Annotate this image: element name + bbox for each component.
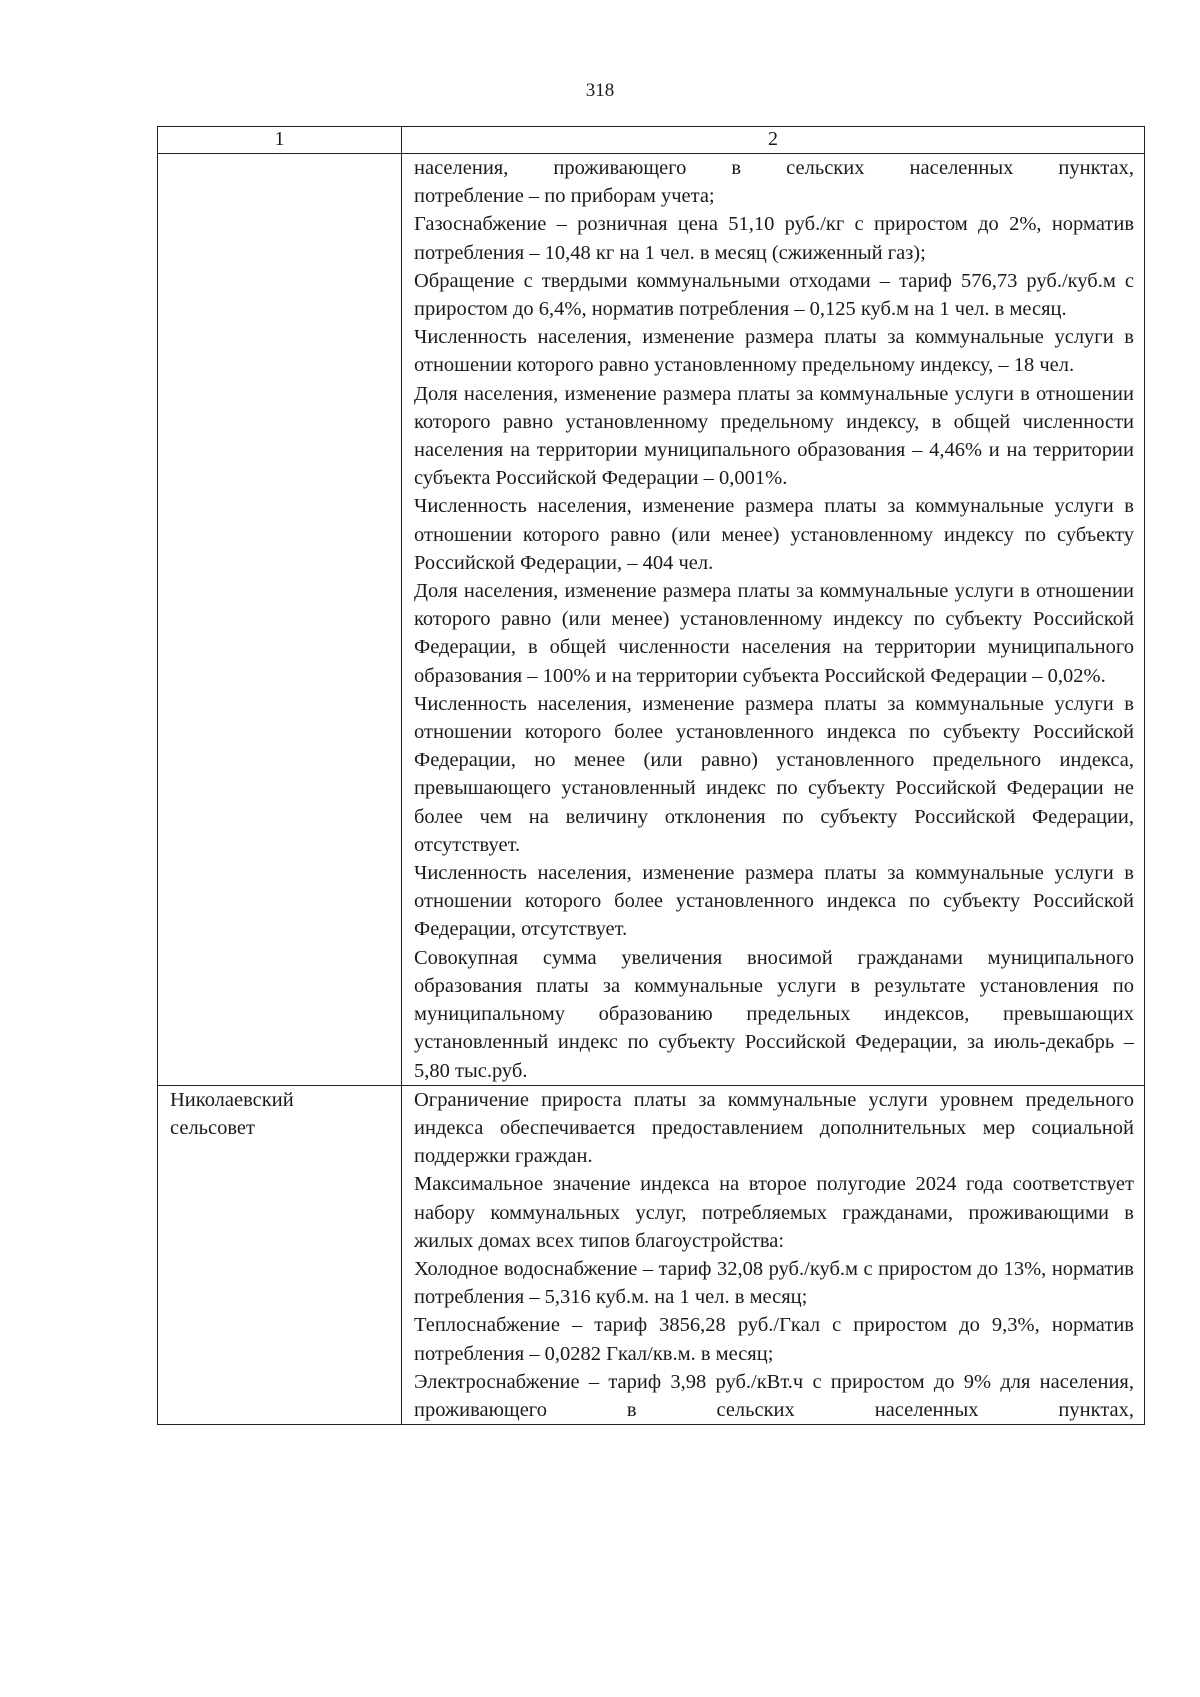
paragraph: Обращение с твердыми коммунальными отходами – тариф 576,73 руб./куб.м с приростом до 6,4%, норматив потребления – 0,125 куб.м на 1 чел. в месяц. <box>414 269 1134 321</box>
description-cell <box>402 154 1145 1086</box>
page-number: 318 <box>585 80 615 101</box>
municipality-name-line: Николаевский <box>170 1088 294 1111</box>
municipality-cell <box>158 1085 402 1424</box>
description-cell <box>402 1085 1145 1424</box>
continued-line: населения, проживающего в сельских населенных пунктах, <box>414 157 1134 179</box>
table-header-row <box>158 127 1145 154</box>
paragraph: Доля населения, изменение размера платы за коммунальные услуги в отношении которого равно установленному предельному индексу, в общей численности населения на территории муниципального образования – 4,46% и на территории субъекта Российской Федерации – 0,001%. <box>414 382 1134 490</box>
paragraph: Максимальное значение индекса на второе полугодие 2024 года соответствует набору коммунальных услуг, потребляемых гражданами, проживающими в жилых домах всех типов благоустройства: <box>414 1173 1134 1252</box>
paragraph: Численность населения, изменение размера платы за коммунальные услуги в отношении которого равно (или менее) установленному индексу по субъекту Российской Федерации, – 404 чел. <box>414 495 1134 574</box>
paragraph: Ограничение прироста платы за коммунальные услуги уровнем предельного индекса обеспечивается предоставлением дополнительных мер социальной поддержки граждан. <box>414 1088 1134 1168</box>
paragraph: Численность населения, изменение размера платы за коммунальные услуги в отношении которого более установленного индекса по субъекту Российской Федерации, но менее (или равно) установленного предельного индекса, превышающего установленный индекс по субъекту Российской Федерации не более чем на величину отклонения по субъекту Российской Федерации, отсутствует. <box>414 692 1134 856</box>
paragraph: Численность населения, изменение размера платы за коммунальные услуги в отношении которого равно установленному предельному индексу, – 18 чел. <box>414 326 1134 377</box>
paragraph: Численность населения, изменение размера платы за коммунальные услуги в отношении которого более установленного индекса по субъекту Российской Федерации, отсутствует. <box>414 862 1134 941</box>
municipality-name-line: сельсовет <box>170 1116 255 1139</box>
paragraph: Электроснабжение – тариф 3,98 руб./кВт.ч с приростом до 9% для населения, проживающего в сельских населенных пунктах, <box>414 1370 1134 1421</box>
paragraph: Теплоснабжение – тариф 3856,28 руб./Гкал с приростом до 9,3%, норматив потребления – 0,0282 Гкал/кв.м. в месяц; <box>414 1314 1134 1365</box>
paragraph: потребление – по приборам учета; <box>414 185 715 208</box>
municipality-cell <box>158 154 402 1086</box>
paragraph: Холодное водоснабжение – тариф 32,08 руб./куб.м с приростом до 13%, норматив потребления – 5,316 куб.м. на 1 чел. в месяц; <box>414 1257 1134 1309</box>
document-table <box>157 126 1145 1425</box>
header-cell-1: 1 <box>158 127 402 154</box>
table-row <box>158 1085 1145 1424</box>
table-row <box>158 154 1145 1086</box>
paragraph: Совокупная сумма увеличения вносимой гражданами муниципального образования платы за коммунальные услуги в результате установления по муниципальному образованию предельных индексов, превышающих установленный индекс по субъекту Российской Федерации, за июль-декабрь – 5,80 тыс.руб. <box>414 946 1134 1082</box>
header-cell-2: 2 <box>402 127 1145 154</box>
paragraph: Газоснабжение – розничная цена 51,10 руб./кг с приростом до 2%, норматив потребления – 10,48 кг на 1 чел. в месяц (сжиженный газ); <box>414 213 1134 264</box>
paragraph: Доля населения, изменение размера платы за коммунальные услуги в отношении которого равно (или менее) установленному индексу по субъекту Российской Федерации, в общей численности населения на территории муниципального образования – 100% и на территории субъекта Российской Федерации – 0,02%. <box>414 580 1134 687</box>
